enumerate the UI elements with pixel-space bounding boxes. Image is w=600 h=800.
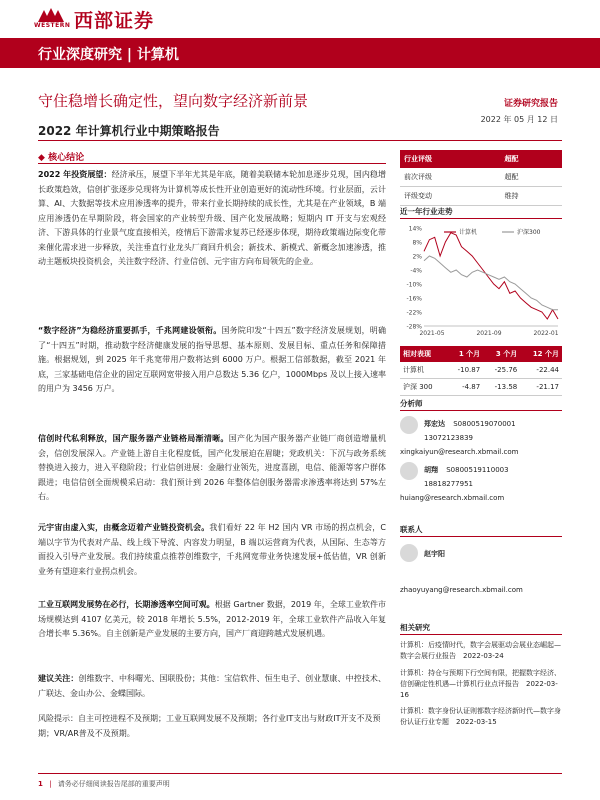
core-heading-text: 核心结论: [48, 153, 85, 163]
paragraph: [38, 324, 386, 397]
related-item[interactable]: 计算机：后疫情时代，数字会展驱动会展业态崛起—数字会展行业报告 2022-03-24: [400, 641, 561, 660]
paragraph-lead: 元宇宙由虚入实，由概念迈着产业链投资机会。: [38, 523, 210, 532]
paragraph: [38, 168, 386, 270]
table-header: 3 个月: [483, 346, 520, 362]
analyst-divider: [400, 410, 562, 411]
rating-value: 维持: [501, 187, 562, 206]
related-item[interactable]: 计算机：数字身份认证则都数字经济新时代—数字身份认证行业专题 2022-03-15: [400, 707, 561, 726]
table-header: 相对表现: [400, 346, 446, 362]
analyst-block: [424, 464, 509, 476]
table-row: [400, 187, 562, 206]
paragraph: [38, 598, 386, 642]
bullet-icon: ◆: [38, 153, 49, 163]
table-cell: 计算机: [400, 362, 446, 379]
footer-separator: |: [49, 780, 52, 788]
paragraph-text: 国产化为国产服务器产业链厂商创造增量机会，信创发展深入。产业链上游自主化程度低，国产化发展迫在眉睫；党政机关：下沉与政务系统替换进入接力，进入平稳阶段；行业信创进展：金融行业领先，进度喜剧，电信、能源等客户群体跟进；电信信创全面规模采启动：我们预计到 2026 年整体信创服务器需求渗透率将达到 57%左右。: [38, 434, 387, 501]
table-cell: -13.58: [483, 379, 520, 396]
chart-title: 近一年行业走势: [400, 207, 453, 216]
table-row: [400, 362, 562, 379]
table-cell: 沪深 300: [400, 379, 446, 396]
analyst-email[interactable]: huiang@research.xbmail.com: [400, 494, 505, 502]
contact-name: 赵宇阳: [424, 550, 445, 558]
y-tick-label: -22%: [406, 309, 422, 317]
analyst-heading: 分析师: [400, 399, 423, 408]
rating-label: 行业评级: [400, 150, 501, 168]
y-tick-label: -10%: [406, 281, 422, 289]
y-tick-label: 2%: [412, 253, 422, 261]
paragraph-text: 根据 Gartner 数据，2019 年，全球工业软件市场规模达到 4107 亿美元，较 2018 年增长 5.5%，2012-2019 年，全球工业软件产品收入年复合增长率 5.36%。自主创新是产业发展的主要方向，国产厂商迎跨越式发展机遇。: [38, 600, 387, 638]
x-tick-label: 2021-09: [476, 330, 502, 337]
related-divider: [400, 634, 562, 635]
contact-heading: 联系人: [400, 525, 423, 534]
footer-text: 请务必仔细阅读报告尾部的重要声明: [57, 780, 170, 788]
sub-title: 2022 年计算机行业中期策略报告: [38, 124, 220, 138]
paragraph-lead: “数字经济”为稳经济重要抓手，千兆网建设领衔。: [38, 326, 222, 335]
legend-label: 计算机: [459, 229, 478, 236]
core-divider: [38, 163, 386, 164]
logo-icon: [38, 8, 64, 22]
table-cell: -21.17: [520, 379, 562, 396]
rating-value: 超配: [501, 150, 562, 168]
table-cell: -4.87: [446, 379, 483, 396]
report-date: 2022 年 05 月 12 日: [480, 115, 558, 124]
paragraph-lead: 信创时代私利释放，国产服务器产业链格局渐清晰。: [38, 434, 229, 443]
analyst-phone: 13072123839: [424, 434, 473, 442]
table-header: 12 个月: [520, 346, 562, 362]
analyst-block: [424, 418, 516, 430]
table-row: [400, 168, 562, 187]
chart-divider: [400, 218, 562, 219]
table-cell: -10.87: [446, 362, 483, 379]
y-tick-label: -28%: [406, 323, 422, 331]
table-row: [400, 346, 562, 362]
analyst-phone: 18818277951: [424, 480, 473, 488]
y-tick-label: -4%: [410, 267, 422, 275]
analyst-name: 胡翔: [424, 466, 438, 474]
performance-table: [400, 346, 562, 396]
analyst-cert: S0800519070001: [453, 420, 516, 428]
paragraph-text: 国务院印发“十四五”数字经济发展规划，明确了“十四五”时期，推动数字经济健康发展的指导思想、基本原则、发展目标、重点任务和保障措施。根据规划，到 2025 年千兆宽带用户数将达到 6000 万户。根据工信部数据，截至 2021 年底，三家基础电信企业的固定互联网宽带接入用户总数达 5.36 亿户，1000Mbps 及以上接入速率的用户为 3456 万户。: [38, 326, 386, 393]
table-row: [400, 150, 562, 168]
rating-table: [400, 150, 562, 206]
paragraph: [38, 672, 386, 701]
footer-divider: [38, 773, 562, 774]
y-tick-label: 8%: [412, 239, 422, 247]
title-divider: [38, 140, 562, 141]
logo-en: WESTERN: [34, 22, 71, 29]
related-heading: 相关研究: [400, 623, 430, 632]
report-type: 行业深度研究 | 计算机: [38, 47, 179, 63]
contact-divider: [400, 536, 562, 537]
analyst-name: 郑宏达: [424, 420, 445, 428]
page-title: 守住稳增长确定性，望向数字经济新前景: [38, 92, 309, 110]
analyst-email[interactable]: xingkaiyun@research.xbmail.com: [400, 448, 519, 456]
paragraph-lead: 工业互联网发展势在必行，长期渗透率空间可观。: [38, 600, 215, 609]
contact-email[interactable]: zhaoyuyang@research.xbmail.com: [400, 586, 523, 594]
paragraph-lead: 2022 年投资展望：: [38, 170, 112, 179]
series-line-hs300: [424, 256, 558, 310]
legend-label: 沪深300: [517, 229, 541, 236]
paragraph: [38, 521, 386, 579]
paragraph-text: 创维数字、中科曙光、国联股份；其他：宝信软件、恒生电子、创业慧康、中控技术、广联达、金山办公、金蝶国际。: [38, 674, 387, 698]
logo-cn: 西部证券: [74, 10, 155, 32]
table-header: 1 个月: [446, 346, 483, 362]
paragraph-text: 我们看好 22 年 H2 国内 VR 市场的拐点机会，C 端以字节为代表对产品、线上线下导流、内容发力明显，B 端以运营商为代表，从国际、生态等方面投入引导产业发展。我们持续重点推荐创维数字，千兆网宽带业务快速发展+低估值，VR 创新业务有望迎来行业拐点机会。: [38, 523, 386, 576]
rating-label: 前次评级: [400, 168, 501, 187]
table-row: [400, 379, 562, 396]
y-tick-label: -16%: [406, 295, 422, 303]
analyst-cert: S0800519110003: [446, 466, 509, 474]
rating-label: 评级变动: [400, 187, 501, 206]
rating-value: 超配: [501, 168, 562, 187]
paragraph-lead: 建议关注：: [38, 674, 79, 683]
footer: [38, 779, 170, 789]
report-label: 证券研究报告: [503, 99, 558, 109]
core-heading: [38, 150, 84, 163]
trend-chart: [400, 222, 562, 340]
x-tick-label: 2021-05: [419, 330, 445, 337]
paragraph-text: 经济承压，展望下半年尤其是年底，随着美联储本轮加息逐步兑现，国内稳增长政策趋效，信创扩张逐步兑现将为计算机等成长性开业创造更好的流动性环境。行业层面，云计算、AI、大数据等技术应用渗透率的提升，带来行业长期持续的成长性，尤其是在产业领域，B 端应用渗透仍在早期阶段，将会国家的产业转型升级、国产化发展战略；短期内 IT 开支与宏观经济、下游具体的行业景气度直接相关，疫情后下游需求复苏已经逐步体现，期待政策端边际变化带来催化需求进一步释放，关注垂直行业龙头厂商回升机会；新技术、新模式、新概念加速渗透，推动主题板块投资机会，关注数字经济、行业信创、元宇宙方向布局领先的企业。: [38, 170, 386, 266]
related-item[interactable]: 计算机：持仓与预期下行空间有限，把握数字经济、信创确定性机遇—计算机行业点评报告 2022-03-16: [400, 669, 561, 699]
x-tick-label: 2022-01: [533, 330, 559, 337]
table-cell: -22.44: [520, 362, 562, 379]
risk-warning: 风险提示：自主可控进程不及预期；工业互联网发展不及预期；各行业IT支出与财政IT开支不及预期；VR/AR普及不及预期。: [38, 714, 381, 738]
avatar: [400, 544, 418, 562]
y-tick-label: 14%: [408, 225, 422, 233]
paragraph: [38, 432, 386, 505]
avatar: [400, 416, 418, 434]
page-number: 1: [38, 780, 43, 788]
avatar: [400, 462, 418, 480]
table-cell: -25.76: [483, 362, 520, 379]
